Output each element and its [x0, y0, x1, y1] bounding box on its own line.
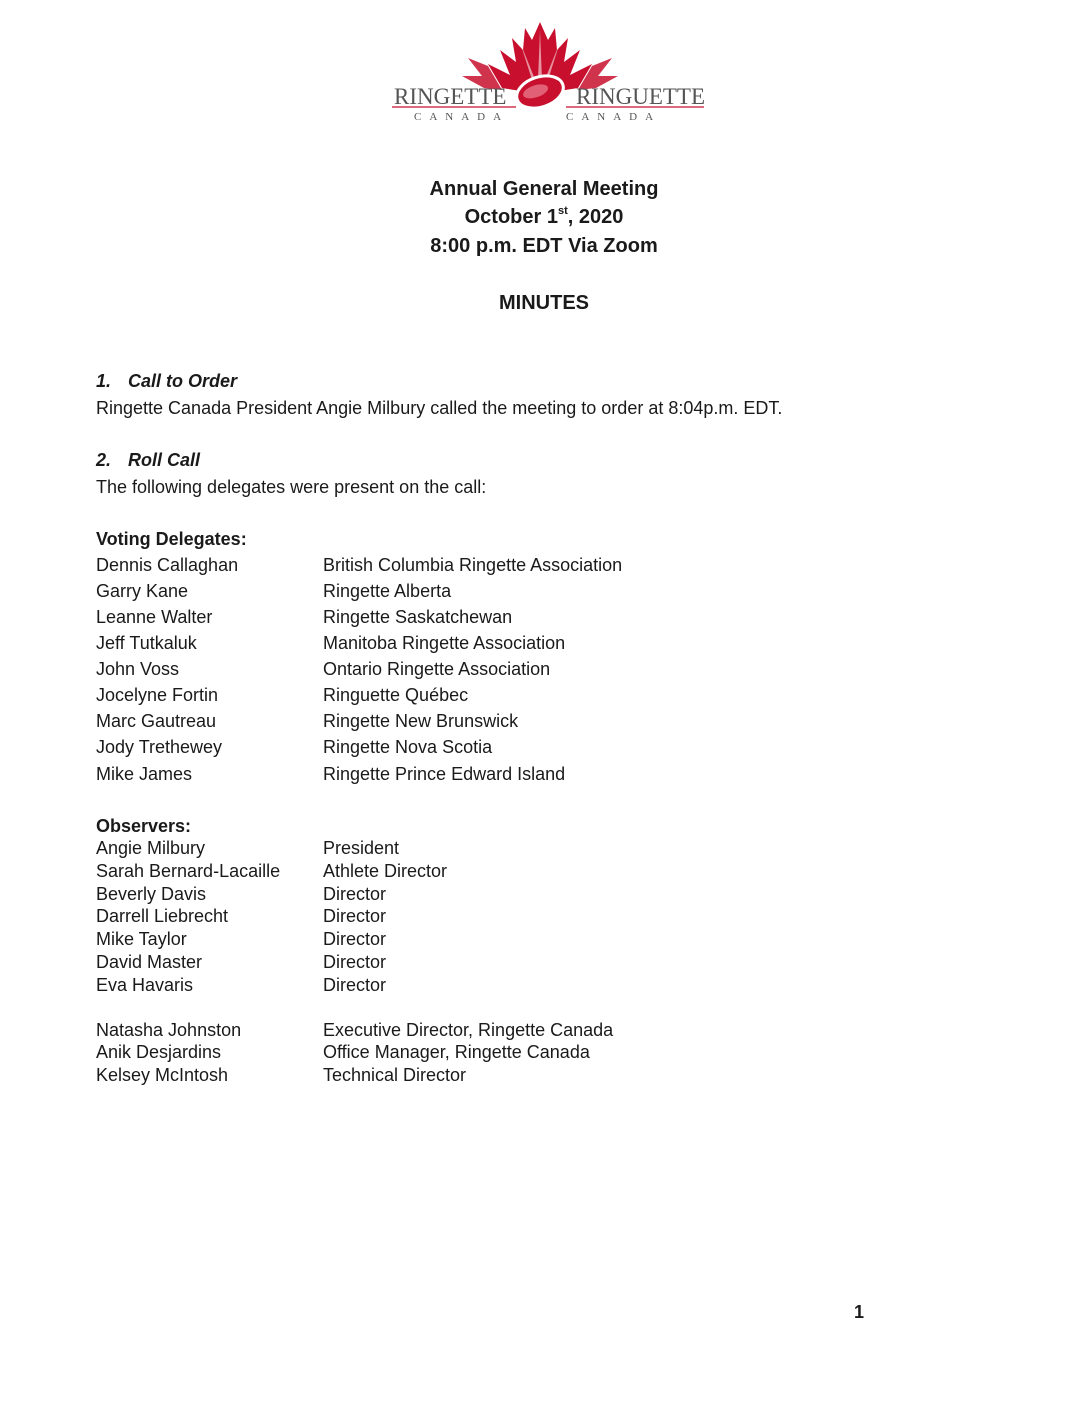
logo-text-right: RINGUETTE	[576, 84, 706, 109]
observer-row: Eva Havaris Director	[96, 975, 387, 995]
observers-heading: Observers:	[96, 816, 192, 836]
observer-row: David Master Director	[96, 952, 387, 972]
observer-row: Sarah Bernard-Lacaille Athlete Director	[96, 861, 448, 881]
ringette-canada-logo	[390, 20, 706, 124]
observer-row: Angie Milbury President	[96, 838, 400, 858]
delegate-row: Leanne Walter Ringette Saskatchewan	[96, 607, 513, 627]
staff-row: Natasha Johnston Executive Director, Ringette Canada	[96, 1020, 614, 1040]
delegate-row: Jocelyne Fortin Ringuette Québec	[96, 685, 469, 705]
voting-delegates-heading: Voting Delegates:	[96, 529, 247, 549]
delegate-row: Jody Trethewey Ringette Nova Scotia	[96, 737, 493, 757]
page-number: 1	[854, 1302, 865, 1322]
delegate-row: Mike James Ringette Prince Edward Island	[96, 764, 566, 784]
delegate-row: Marc Gautreau Ringette New Brunswick	[96, 711, 519, 731]
observer-row: Mike Taylor Director	[96, 929, 387, 949]
staff-row: Anik Desjardins Office Manager, Ringette Canada	[96, 1042, 590, 1062]
observer-row: Darrell Liebrecht Director	[96, 906, 387, 926]
logo-sub-right: CANADA	[566, 111, 662, 123]
meeting-date: October 1st, 2020	[464, 205, 624, 228]
meeting-time: 8:00 p.m. EDT Via Zoom	[430, 235, 658, 257]
section-heading-call-to-order: 1. Call to Order	[96, 371, 238, 391]
section-heading-roll-call: 2. Roll Call	[96, 450, 201, 470]
section-body-call-to-order: Ringette Canada President Angie Milbury called the meeting to order at 8:04p.m. EDT.	[96, 398, 783, 418]
delegate-row: Jeff Tutkaluk Manitoba Ringette Association	[96, 633, 566, 653]
logo-sub-left: CANADA	[414, 111, 510, 123]
observer-row: Beverly Davis Director	[96, 884, 387, 904]
document-type: MINUTES	[499, 292, 589, 314]
delegate-row: Dennis Callaghan British Columbia Ringette Association	[96, 555, 623, 575]
logo-text-left: RINGETTE	[394, 84, 507, 109]
meeting-title: Annual General Meeting	[429, 178, 659, 200]
delegate-row: Garry Kane Ringette Alberta	[96, 581, 452, 601]
section-body-roll-call: The following delegates were present on the call:	[96, 477, 487, 497]
delegate-row: John Voss Ontario Ringette Association	[96, 659, 551, 679]
staff-row: Kelsey McIntosh Technical Director	[96, 1065, 467, 1085]
